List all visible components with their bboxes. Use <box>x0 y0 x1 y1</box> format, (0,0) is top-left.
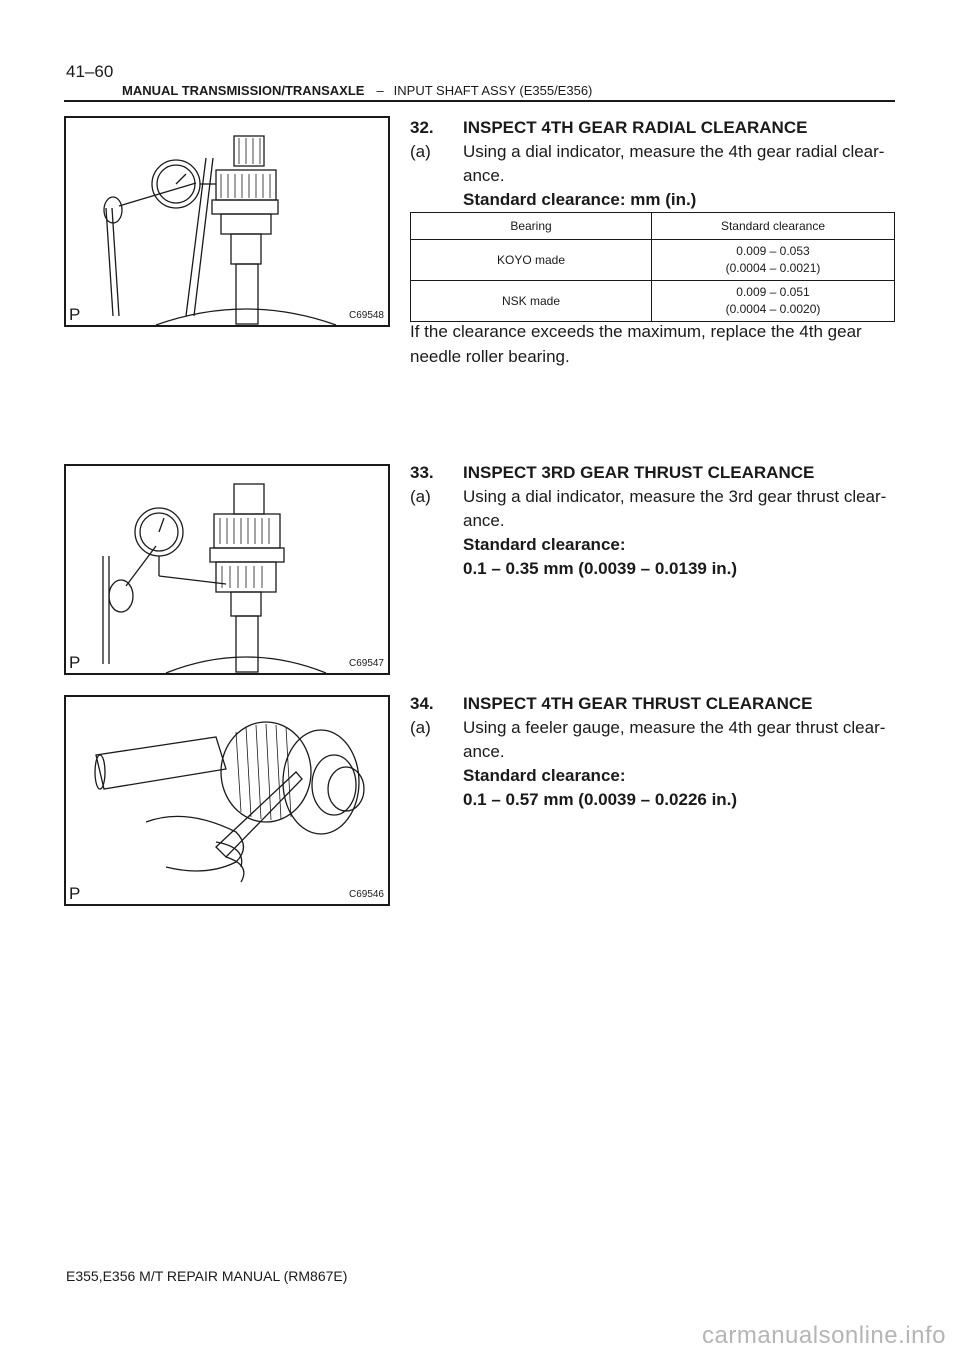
subsection-title: INPUT SHAFT ASSY (E355/E356) <box>393 83 593 98</box>
figure-p-label: P <box>69 305 81 324</box>
figure-code: C69547 <box>348 658 384 669</box>
step-34-instruction <box>410 718 885 738</box>
step-title: INSPECT 4TH GEAR THRUST CLEARANCE <box>463 694 813 713</box>
instruction-line: Using a dial indicator, measure the 4th gear radial clear- <box>463 142 885 161</box>
step-32-heading <box>410 118 807 138</box>
sub-label: (a) <box>410 142 431 161</box>
manual-footer: E355,E356 M/T REPAIR MANUAL (RM867E) <box>66 1268 348 1284</box>
header-rule <box>64 100 895 102</box>
table-row <box>411 281 895 322</box>
running-header <box>122 83 592 98</box>
instruction-line: Using a dial indicator, measure the 3rd gear thrust clear- <box>463 487 887 506</box>
figure-c69547 <box>64 464 390 675</box>
clearance-cell <box>652 240 895 281</box>
note-line: needle roller bearing. <box>410 347 570 366</box>
clearance-mm: 0.009 – 0.053 <box>736 244 810 258</box>
dial-indicator-thrust-illustration <box>66 466 388 673</box>
spec-value: 0.1 – 0.57 mm (0.0039 – 0.0226 in.) <box>463 790 738 809</box>
step-title: INSPECT 4TH GEAR RADIAL CLEARANCE <box>463 118 808 137</box>
column-header: Standard clearance <box>652 213 895 240</box>
section-title: MANUAL TRANSMISSION/TRANSAXLE <box>122 83 365 98</box>
clearance-in: (0.0004 – 0.0021) <box>725 261 821 275</box>
figure-p-label: P <box>69 884 81 903</box>
clearance-in: (0.0004 – 0.0020) <box>725 302 821 316</box>
note-line: If the clearance exceeds the maximum, replace the 4th gear <box>410 322 862 341</box>
clearance-spec-table <box>410 212 895 322</box>
figure-p-label: P <box>69 653 81 672</box>
step-32-instruction <box>410 142 884 162</box>
feeler-gauge-illustration <box>66 697 388 904</box>
step-number: 33. <box>410 463 434 482</box>
instruction-continuation: ance. <box>463 742 505 761</box>
spec-label: Standard clearance: <box>463 535 626 554</box>
bearing-cell: NSK made <box>411 281 652 322</box>
clearance-cell <box>652 281 895 322</box>
header-separator: – <box>376 83 384 98</box>
figure-code: C69546 <box>348 889 384 900</box>
step-title: INSPECT 3RD GEAR THRUST CLEARANCE <box>463 463 815 482</box>
sub-label: (a) <box>410 718 431 737</box>
step-34-heading <box>410 694 812 714</box>
instruction-continuation: ance. <box>463 511 505 530</box>
instruction-continuation: ance. <box>463 166 505 185</box>
step-33-heading <box>410 463 814 483</box>
instruction-line: Using a feeler gauge, measure the 4th gear thrust clear- <box>463 718 886 737</box>
step-number: 32. <box>410 118 434 137</box>
sub-label: (a) <box>410 487 431 506</box>
figure-c69546 <box>64 695 390 906</box>
page-number: 41–60 <box>66 62 114 81</box>
site-watermark: carmanualsonline.info <box>702 1322 946 1349</box>
clearance-mm: 0.009 – 0.051 <box>736 285 810 299</box>
figure-code: C69548 <box>348 310 384 321</box>
spec-label: Standard clearance: mm (in.) <box>463 190 697 209</box>
dial-indicator-radial-illustration <box>66 118 388 325</box>
column-header: Bearing <box>411 213 652 240</box>
step-number: 34. <box>410 694 434 713</box>
bearing-cell: KOYO made <box>411 240 652 281</box>
spec-value: 0.1 – 0.35 mm (0.0039 – 0.0139 in.) <box>463 559 738 578</box>
step-33-instruction <box>410 487 886 507</box>
spec-label: Standard clearance: <box>463 766 626 785</box>
figure-c69548 <box>64 116 390 327</box>
table-row <box>411 240 895 281</box>
